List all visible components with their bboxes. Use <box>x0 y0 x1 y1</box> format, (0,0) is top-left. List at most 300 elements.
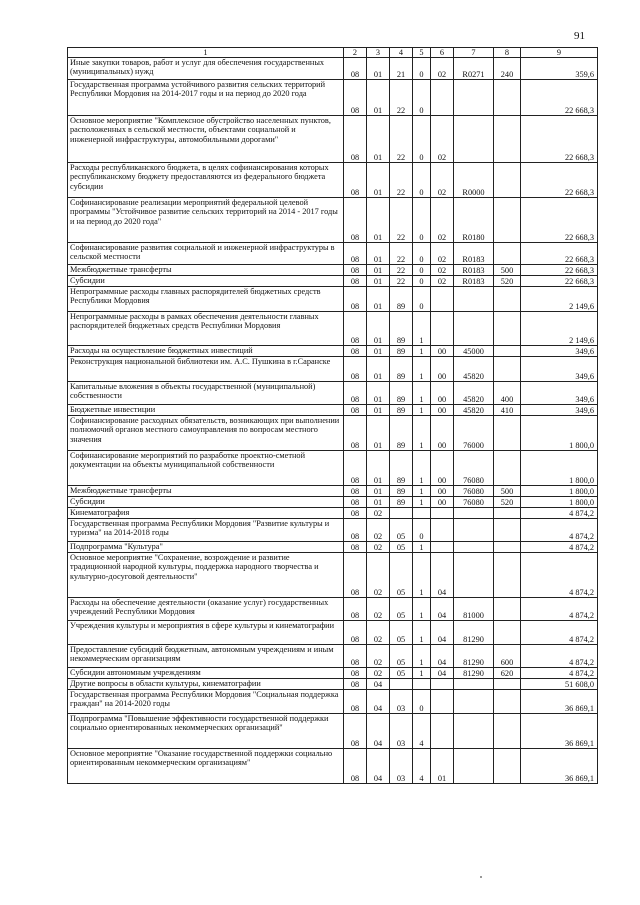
table-row <box>68 405 598 416</box>
column-header: 4 <box>390 48 413 58</box>
amount: 22 668,3 <box>521 243 598 265</box>
section-code: 08 <box>344 416 367 451</box>
subprogram-code: 0 <box>413 265 431 276</box>
expense-type-code <box>494 416 521 451</box>
amount: 22 668,3 <box>521 80 598 116</box>
budget-item-name: Субсидии <box>68 497 344 508</box>
table-row <box>68 58 598 80</box>
column-header: 6 <box>431 48 454 58</box>
section-code: 08 <box>344 346 367 357</box>
section-code: 08 <box>344 405 367 416</box>
expense-type-code <box>494 508 521 519</box>
column-header: 1 <box>68 48 344 58</box>
expense-direction-code <box>454 80 494 116</box>
section-code: 08 <box>344 679 367 690</box>
expense-type-code <box>494 621 521 645</box>
expense-direction-code: R0183 <box>454 243 494 265</box>
expense-type-code <box>494 163 521 198</box>
subsection-code: 02 <box>367 668 390 679</box>
subprogram-code: 0 <box>413 276 431 287</box>
budget-item-name: Межбюджетные трансферты <box>68 486 344 497</box>
subsection-code: 01 <box>367 312 390 346</box>
activity-code <box>431 690 454 714</box>
program-code: 05 <box>390 645 413 668</box>
section-code: 08 <box>344 198 367 243</box>
amount: 4 874,2 <box>521 668 598 679</box>
subsection-code: 01 <box>367 116 390 163</box>
subprogram-code: 1 <box>413 346 431 357</box>
expense-direction-code <box>454 690 494 714</box>
subsection-code: 02 <box>367 519 390 542</box>
expense-direction-code <box>454 553 494 598</box>
subsection-code: 02 <box>367 598 390 621</box>
budget-item-name: Подпрограмма "Повышение эффективности государственной поддержки социально ориентированных некоммерческих организаций" <box>68 714 344 749</box>
expense-type-code <box>494 116 521 163</box>
table-row <box>68 690 598 714</box>
budget-item-name: Софинансирование развития социальной и инженерной инфраструктуры в сельской местности <box>68 243 344 265</box>
section-code: 08 <box>344 276 367 287</box>
expense-type-code <box>494 519 521 542</box>
section-code: 08 <box>344 116 367 163</box>
subsection-code: 02 <box>367 508 390 519</box>
expense-type-code: 500 <box>494 486 521 497</box>
section-code: 08 <box>344 621 367 645</box>
activity-code: 04 <box>431 553 454 598</box>
budget-item-name: Учреждения культуры и мероприятия в сфере культуры и кинематографии <box>68 621 344 645</box>
budget-item-name: Расходы на осуществление бюджетных инвестиций <box>68 346 344 357</box>
program-code: 22 <box>390 80 413 116</box>
expense-direction-code <box>454 116 494 163</box>
subsection-code: 01 <box>367 287 390 312</box>
section-code: 08 <box>344 58 367 80</box>
program-code: 22 <box>390 116 413 163</box>
subsection-code: 02 <box>367 553 390 598</box>
expense-type-code <box>494 749 521 784</box>
activity-code: 00 <box>431 486 454 497</box>
activity-code: 04 <box>431 645 454 668</box>
section-code: 08 <box>344 265 367 276</box>
expense-direction-code: R0183 <box>454 265 494 276</box>
program-code: 22 <box>390 163 413 198</box>
subsection-code: 01 <box>367 451 390 486</box>
section-code: 08 <box>344 714 367 749</box>
amount: 359,6 <box>521 58 598 80</box>
budget-item-name: Государственная программа Республики Мордовия "Развитие культуры и туризма" на 2014-2018 годы <box>68 519 344 542</box>
subsection-code: 01 <box>367 276 390 287</box>
activity-code <box>431 542 454 553</box>
table-row <box>68 451 598 486</box>
expense-direction-code <box>454 749 494 784</box>
table-row <box>68 382 598 405</box>
expense-direction-code: 81000 <box>454 598 494 621</box>
section-code: 08 <box>344 382 367 405</box>
activity-code <box>431 519 454 542</box>
subprogram-code: 0 <box>413 163 431 198</box>
expense-direction-code: 76080 <box>454 486 494 497</box>
expense-type-code <box>494 690 521 714</box>
table-row <box>68 519 598 542</box>
expense-direction-code <box>454 542 494 553</box>
expense-type-code: 600 <box>494 645 521 668</box>
program-code: 22 <box>390 276 413 287</box>
expense-type-code <box>494 679 521 690</box>
expense-direction-code: R0271 <box>454 58 494 80</box>
expense-type-code <box>494 287 521 312</box>
expense-type-code: 400 <box>494 382 521 405</box>
subprogram-code <box>413 508 431 519</box>
expense-direction-code: 76000 <box>454 416 494 451</box>
expense-type-code <box>494 346 521 357</box>
program-code: 03 <box>390 690 413 714</box>
budget-item-name: Кинематография <box>68 508 344 519</box>
amount: 4 874,2 <box>521 645 598 668</box>
expense-type-code: 620 <box>494 668 521 679</box>
amount: 1 800,0 <box>521 486 598 497</box>
program-code: 89 <box>390 405 413 416</box>
expense-type-code: 520 <box>494 276 521 287</box>
table-header-row <box>68 48 598 58</box>
program-code: 89 <box>390 451 413 486</box>
amount: 349,6 <box>521 405 598 416</box>
expense-type-code <box>494 714 521 749</box>
column-header: 3 <box>367 48 390 58</box>
table-row <box>68 645 598 668</box>
expense-type-code <box>494 451 521 486</box>
subsection-code: 01 <box>367 198 390 243</box>
amount: 22 668,3 <box>521 265 598 276</box>
budget-item-name: Реконструкция национальной библиотеки им. А.С. Пушкина в г.Саранске <box>68 357 344 382</box>
section-code: 08 <box>344 163 367 198</box>
program-code: 89 <box>390 312 413 346</box>
subsection-code: 04 <box>367 749 390 784</box>
table-row <box>68 80 598 116</box>
subprogram-code: 0 <box>413 116 431 163</box>
program-code: 89 <box>390 287 413 312</box>
table-row <box>68 497 598 508</box>
program-code <box>390 679 413 690</box>
subsection-code: 01 <box>367 416 390 451</box>
activity-code <box>431 80 454 116</box>
subprogram-code: 1 <box>413 553 431 598</box>
table-row <box>68 749 598 784</box>
expense-direction-code: 81290 <box>454 621 494 645</box>
column-header: 9 <box>521 48 598 58</box>
budget-item-name: Субсидии <box>68 276 344 287</box>
section-code: 08 <box>344 598 367 621</box>
amount: 2 149,6 <box>521 312 598 346</box>
amount: 1 800,0 <box>521 451 598 486</box>
table-row <box>68 163 598 198</box>
program-code: 89 <box>390 382 413 405</box>
program-code: 21 <box>390 58 413 80</box>
activity-code <box>431 287 454 312</box>
expense-direction-code: 45820 <box>454 405 494 416</box>
expense-direction-code: 45820 <box>454 357 494 382</box>
column-header: 7 <box>454 48 494 58</box>
subsection-code: 04 <box>367 714 390 749</box>
amount: 4 874,2 <box>521 621 598 645</box>
expense-direction-code <box>454 287 494 312</box>
activity-code <box>431 312 454 346</box>
subprogram-code: 0 <box>413 519 431 542</box>
subprogram-code: 0 <box>413 287 431 312</box>
expense-direction-code: R0180 <box>454 198 494 243</box>
activity-code: 00 <box>431 382 454 405</box>
budget-item-name: Субсидии автономным учреждениям <box>68 668 344 679</box>
subsection-code: 01 <box>367 357 390 382</box>
expense-direction-code: 45000 <box>454 346 494 357</box>
amount: 36 869,1 <box>521 714 598 749</box>
activity-code: 02 <box>431 243 454 265</box>
subprogram-code: 1 <box>413 497 431 508</box>
activity-code: 02 <box>431 265 454 276</box>
expense-direction-code <box>454 714 494 749</box>
subprogram-code: 1 <box>413 645 431 668</box>
activity-code: 00 <box>431 497 454 508</box>
section-code: 08 <box>344 749 367 784</box>
activity-code: 00 <box>431 416 454 451</box>
budget-item-name: Другие вопросы в области культуры, кинематографии <box>68 679 344 690</box>
program-code <box>390 508 413 519</box>
subsection-code: 02 <box>367 645 390 668</box>
budget-item-name: Бюджетные инвестиции <box>68 405 344 416</box>
expense-direction-code: 81290 <box>454 645 494 668</box>
activity-code: 02 <box>431 58 454 80</box>
amount: 1 800,0 <box>521 416 598 451</box>
program-code: 05 <box>390 621 413 645</box>
table-row <box>68 598 598 621</box>
subprogram-code: 0 <box>413 243 431 265</box>
budget-item-name: Софинансирование реализации мероприятий федеральной целевой программы "Устойчивое развитие сельских территорий на 2014 - 2017 годы и на период до 2020 года" <box>68 198 344 243</box>
subprogram-code: 1 <box>413 598 431 621</box>
budget-item-name: Межбюджетные трансферты <box>68 265 344 276</box>
budget-item-name: Предоставление субсидий бюджетным, автономным учреждениям и иным некоммерческим организациям <box>68 645 344 668</box>
subprogram-code: 0 <box>413 198 431 243</box>
program-code: 03 <box>390 714 413 749</box>
subsection-code: 01 <box>367 80 390 116</box>
budget-item-name: Основное мероприятие "Оказание государственной поддержки социально ориентированным некоммерческим организациям" <box>68 749 344 784</box>
subsection-code: 01 <box>367 405 390 416</box>
table-row <box>68 346 598 357</box>
activity-code: 00 <box>431 357 454 382</box>
activity-code: 04 <box>431 668 454 679</box>
budget-item-name: Непрограммные расходы в рамках обеспечения деятельности главных распорядителей бюджетных средств Республики Мордовия <box>68 312 344 346</box>
program-code: 05 <box>390 553 413 598</box>
table-row <box>68 508 598 519</box>
subsection-code: 01 <box>367 243 390 265</box>
subprogram-code: 1 <box>413 312 431 346</box>
table-row <box>68 287 598 312</box>
subprogram-code: 1 <box>413 405 431 416</box>
subprogram-code: 0 <box>413 690 431 714</box>
expense-type-code: 410 <box>494 405 521 416</box>
section-code: 08 <box>344 451 367 486</box>
section-code: 08 <box>344 542 367 553</box>
budget-item-name: Государственная программа Республики Мордовия "Социальная поддержка граждан" на 2014-2020 годы <box>68 690 344 714</box>
activity-code: 00 <box>431 405 454 416</box>
table-row <box>68 542 598 553</box>
subprogram-code: 0 <box>413 58 431 80</box>
section-code: 08 <box>344 497 367 508</box>
expense-type-code <box>494 198 521 243</box>
activity-code: 04 <box>431 621 454 645</box>
expense-type-code <box>494 553 521 598</box>
scan-mark <box>480 876 482 878</box>
table-row <box>68 416 598 451</box>
program-code: 89 <box>390 497 413 508</box>
budget-item-name: Расходы республиканского бюджета, в целях софинансирования которых республиканскому бюджету предоставляются из федерального бюджета субсидии <box>68 163 344 198</box>
program-code: 89 <box>390 486 413 497</box>
program-code: 89 <box>390 416 413 451</box>
expense-type-code: 240 <box>494 58 521 80</box>
section-code: 08 <box>344 243 367 265</box>
subsection-code: 04 <box>367 679 390 690</box>
amount: 36 869,1 <box>521 749 598 784</box>
subprogram-code: 1 <box>413 621 431 645</box>
activity-code: 01 <box>431 749 454 784</box>
subprogram-code: 1 <box>413 451 431 486</box>
amount: 22 668,3 <box>521 163 598 198</box>
program-code: 05 <box>390 598 413 621</box>
subsection-code: 01 <box>367 497 390 508</box>
subprogram-code: 1 <box>413 357 431 382</box>
section-code: 08 <box>344 357 367 382</box>
amount: 36 869,1 <box>521 690 598 714</box>
activity-code: 02 <box>431 276 454 287</box>
section-code: 08 <box>344 668 367 679</box>
expense-direction-code <box>454 312 494 346</box>
amount: 4 874,2 <box>521 553 598 598</box>
amount: 4 874,2 <box>521 598 598 621</box>
table-row <box>68 668 598 679</box>
activity-code: 00 <box>431 451 454 486</box>
expense-type-code <box>494 357 521 382</box>
activity-code <box>431 679 454 690</box>
expense-direction-code: R0183 <box>454 276 494 287</box>
table-row <box>68 276 598 287</box>
amount: 4 874,2 <box>521 519 598 542</box>
expense-direction-code <box>454 679 494 690</box>
page-number: 91 <box>574 30 585 42</box>
subprogram-code: 1 <box>413 416 431 451</box>
budget-item-name: Основное мероприятие "Сохранение, возрождение и развитие традиционной народной культуры, поддержка народного творчества и культурно-досуговой деятельности" <box>68 553 344 598</box>
table-row <box>68 486 598 497</box>
table-row <box>68 198 598 243</box>
program-code: 22 <box>390 265 413 276</box>
table-row <box>68 312 598 346</box>
budget-item-name: Непрограммные расходы главных распорядителей бюджетных средств Республики Мордовия <box>68 287 344 312</box>
expense-direction-code: R0000 <box>454 163 494 198</box>
expense-type-code <box>494 312 521 346</box>
section-code: 08 <box>344 553 367 598</box>
subprogram-code: 1 <box>413 382 431 405</box>
activity-code: 02 <box>431 163 454 198</box>
program-code: 22 <box>390 243 413 265</box>
program-code: 05 <box>390 542 413 553</box>
amount: 22 668,3 <box>521 116 598 163</box>
activity-code: 00 <box>431 346 454 357</box>
budget-item-name: Капитальные вложения в объекты государственной (муниципальной) собственности <box>68 382 344 405</box>
expense-direction-code <box>454 519 494 542</box>
budget-item-name: Подпрограмма "Культура" <box>68 542 344 553</box>
subsection-code: 01 <box>367 382 390 405</box>
subprogram-code: 1 <box>413 668 431 679</box>
amount: 4 874,2 <box>521 542 598 553</box>
budget-item-name: Государственная программа устойчивого развития сельских территорий Республики Мордовия на 2014-2017 годы и на период до 2020 года <box>68 80 344 116</box>
program-code: 89 <box>390 357 413 382</box>
subprogram-code: 1 <box>413 542 431 553</box>
expense-type-code <box>494 598 521 621</box>
subsection-code: 02 <box>367 542 390 553</box>
table-row <box>68 265 598 276</box>
activity-code: 04 <box>431 598 454 621</box>
subprogram-code: 4 <box>413 749 431 784</box>
amount: 1 800,0 <box>521 497 598 508</box>
budget-item-name: Основное мероприятие "Комплексное обустройство населенных пунктов, расположенных в сельской местности, объектами социальной и инженерной инфраструктуры, автомобильными дорогами" <box>68 116 344 163</box>
table-row <box>68 116 598 163</box>
amount: 22 668,3 <box>521 198 598 243</box>
expense-type-code <box>494 542 521 553</box>
expense-type-code <box>494 80 521 116</box>
budget-item-name: Софинансирование мероприятий по разработке проектно-сметной документации на объекты муниципальной собственности <box>68 451 344 486</box>
amount: 4 874,2 <box>521 508 598 519</box>
section-code: 08 <box>344 80 367 116</box>
expense-direction-code: 76080 <box>454 451 494 486</box>
section-code: 08 <box>344 690 367 714</box>
subprogram-code: 1 <box>413 486 431 497</box>
subsection-code: 01 <box>367 265 390 276</box>
subsection-code: 01 <box>367 58 390 80</box>
activity-code: 02 <box>431 116 454 163</box>
program-code: 05 <box>390 519 413 542</box>
table-row <box>68 714 598 749</box>
expense-direction-code <box>454 508 494 519</box>
column-header: 5 <box>413 48 431 58</box>
subsection-code: 01 <box>367 346 390 357</box>
activity-code <box>431 508 454 519</box>
activity-code: 02 <box>431 198 454 243</box>
section-code: 08 <box>344 312 367 346</box>
section-code: 08 <box>344 486 367 497</box>
program-code: 22 <box>390 198 413 243</box>
table-row <box>68 621 598 645</box>
program-code: 05 <box>390 668 413 679</box>
amount: 2 149,6 <box>521 287 598 312</box>
table-row <box>68 243 598 265</box>
amount: 51 608,0 <box>521 679 598 690</box>
section-code: 08 <box>344 287 367 312</box>
expense-direction-code: 81290 <box>454 668 494 679</box>
subsection-code: 04 <box>367 690 390 714</box>
column-header: 2 <box>344 48 367 58</box>
amount: 22 668,3 <box>521 276 598 287</box>
table-row <box>68 553 598 598</box>
program-code: 03 <box>390 749 413 784</box>
section-code: 08 <box>344 508 367 519</box>
section-code: 08 <box>344 519 367 542</box>
subprogram-code <box>413 679 431 690</box>
subprogram-code: 0 <box>413 80 431 116</box>
budget-item-name: Софинансирование расходных обязательств, возникающих при выполнении полномочий органов местного самоуправления по вопросам местного значения <box>68 416 344 451</box>
program-code: 89 <box>390 346 413 357</box>
expense-type-code: 520 <box>494 497 521 508</box>
table-row <box>68 357 598 382</box>
expense-direction-code: 45820 <box>454 382 494 405</box>
table-body <box>68 58 598 784</box>
budget-table <box>67 47 598 784</box>
amount: 349,6 <box>521 382 598 405</box>
subsection-code: 01 <box>367 486 390 497</box>
